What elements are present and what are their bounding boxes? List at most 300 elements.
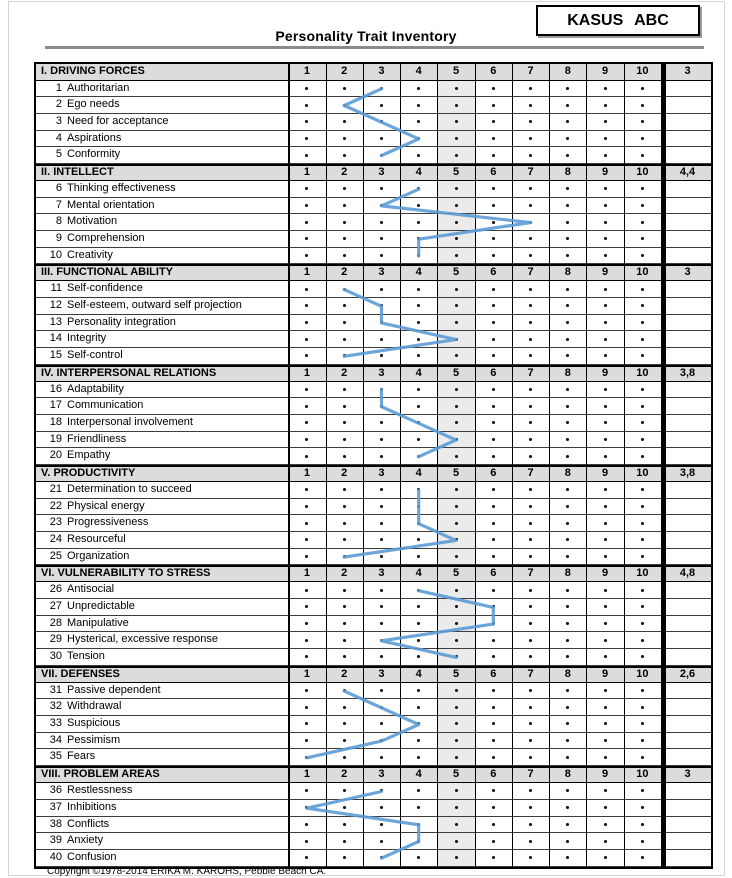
scale-dot [380,505,383,508]
trait-label: Thinking effectiveness [67,181,176,194]
scale-dot [529,856,532,859]
scale-dot [604,639,607,642]
scale-dot [529,288,532,291]
scale-dot [641,756,644,759]
scale-dot [343,488,346,491]
trait-label: Inhibitions [67,800,117,813]
scale-dot [529,87,532,90]
scale-dot [604,120,607,123]
scale-dot [455,120,458,123]
trait-label: Manipulative [67,616,129,629]
trait-row [36,499,711,516]
trait-row [36,198,711,215]
column-number: 4 [415,165,422,178]
column-number: 2 [341,467,348,480]
scale-dot [305,354,308,357]
scale-dot [417,605,420,608]
column-number: 9 [602,64,609,77]
scale-dot [641,321,644,324]
scale-dot [566,823,569,826]
trait-label: Progressiveness [67,516,149,529]
scale-dot [417,438,420,441]
scale-dot [529,840,532,843]
scale-dot [492,655,495,658]
scale-dot [492,254,495,257]
scale-dot [455,856,458,859]
scale-dot [529,589,532,592]
section-header-row [36,64,711,81]
scale-dot [529,522,532,525]
scale-dot [492,522,495,525]
scale-dot [566,522,569,525]
scale-dot [305,739,308,742]
scale-dot [492,204,495,207]
scale-dot [305,806,308,809]
scale-dot [380,639,383,642]
scale-dot [380,488,383,491]
scale-dot [492,237,495,240]
column-divider [624,64,625,867]
trait-number: 33 [49,717,62,730]
column-number: 8 [564,768,571,781]
trait-number: 3 [55,114,62,127]
section-score: 3 [684,768,691,781]
scale-dot [566,304,569,307]
column-number: 1 [303,768,310,781]
scale-dot [604,204,607,207]
scale-dot [604,538,607,541]
scale-dot [641,739,644,742]
trait-label: Creativity [67,248,113,261]
scale-dot [380,655,383,658]
scale-dot [380,354,383,357]
scale-dot [417,555,420,558]
scale-dot [604,438,607,441]
scale-dot [604,522,607,525]
scale-dot [305,304,308,307]
scale-dot [566,789,569,792]
scale-dot [455,321,458,324]
column-number: 9 [602,266,609,279]
scale-dot [641,187,644,190]
scale-dot [604,338,607,341]
trait-number: 26 [49,583,62,596]
scale-dot [305,605,308,608]
scale-dot [343,338,346,341]
scale-dot [305,555,308,558]
scale-dot [641,104,644,107]
scale-dot [492,338,495,341]
scale-dot [641,622,644,625]
scale-dot [380,856,383,859]
column-divider [512,64,513,867]
column-number: 7 [527,567,534,580]
scale-dot [492,605,495,608]
section-score: 4,4 [679,165,696,178]
scale-dot [305,505,308,508]
trait-number: 18 [49,415,62,428]
scale-dot [343,321,346,324]
section-score: 3,8 [679,467,696,480]
column-number: 6 [490,467,497,480]
scale-dot [455,840,458,843]
scale-dot [417,354,420,357]
section-score: 3,8 [679,366,696,379]
trait-number: 39 [49,834,62,847]
label-column-divider [288,64,290,867]
trait-number: 16 [49,382,62,395]
scale-dot [417,321,420,324]
scale-dot [529,405,532,408]
scale-dot [529,304,532,307]
column-number: 4 [415,567,422,580]
scale-dot [604,739,607,742]
scale-dot [492,555,495,558]
scale-dot [343,204,346,207]
scale-dot [641,204,644,207]
client-name-box: KASUS ABC [536,5,700,36]
column-number: 7 [527,266,534,279]
trait-label: Confusion [67,850,117,863]
column-number: 10 [636,467,649,480]
scale-dot [417,538,420,541]
scale-dot [566,237,569,240]
trait-label: Organization [67,549,130,562]
scale-dot [529,388,532,391]
scale-dot [604,221,607,224]
scale-dot [455,622,458,625]
section-score: 2,6 [679,667,696,680]
scale-dot [641,706,644,709]
section-header-row [36,365,711,382]
scale-dot [529,137,532,140]
scale-dot [343,405,346,408]
scale-dot [305,589,308,592]
scale-dot [380,120,383,123]
scale-dot [492,388,495,391]
trait-number: 19 [49,432,62,445]
scale-dot [604,421,607,424]
scale-dot [604,505,607,508]
scale-dot [455,488,458,491]
scale-dot [343,237,346,240]
scale-dot [343,187,346,190]
trait-label: Determination to succeed [67,483,192,496]
scale-dot [492,823,495,826]
scale-dot [343,104,346,107]
title-underline [45,46,704,49]
scale-dot [417,254,420,257]
scale-dot [492,639,495,642]
scale-dot [305,137,308,140]
column-number: 7 [527,366,534,379]
trait-row [36,147,711,164]
trait-row [36,800,711,817]
scale-dot [492,689,495,692]
scale-dot [641,388,644,391]
trait-label: Conflicts [67,817,110,830]
trait-row [36,315,711,332]
scale-dot [604,354,607,357]
scale-dot [641,421,644,424]
scale-dot [380,388,383,391]
trait-label: Aspirations [67,131,122,144]
scale-dot [492,505,495,508]
scale-dot [343,288,346,291]
scale-dot [417,823,420,826]
column-number: 7 [527,467,534,480]
scale-dot [529,655,532,658]
scale-dot [343,388,346,391]
column-number: 3 [378,768,385,781]
scale-dot [417,488,420,491]
scale-dot [604,823,607,826]
trait-label: Authoritarian [67,81,130,94]
scale-dot [305,639,308,642]
scale-dot [566,120,569,123]
scale-dot [641,254,644,257]
scale-dot [380,87,383,90]
scale-dot [641,856,644,859]
trait-row [36,817,711,834]
scale-dot [604,655,607,658]
column-number: 4 [415,366,422,379]
scale-dot [492,154,495,157]
scale-dot [529,789,532,792]
scale-dot [566,739,569,742]
scale-dot [417,120,420,123]
scale-dot [529,505,532,508]
column-number: 10 [636,567,649,580]
trait-number: 12 [49,298,62,311]
trait-label: Adaptability [67,382,124,395]
column-number: 2 [341,266,348,279]
scale-dot [380,522,383,525]
scale-dot [604,137,607,140]
scale-dot [566,706,569,709]
scale-dot [343,655,346,658]
scale-dot [604,154,607,157]
scale-dot [380,237,383,240]
scale-dot [492,739,495,742]
trait-number: 25 [49,549,62,562]
column-divider [586,64,587,867]
scale-dot [305,237,308,240]
scale-dot [492,806,495,809]
scale-dot [417,237,420,240]
scale-dot [604,488,607,491]
scale-dot [641,221,644,224]
scale-dot [455,605,458,608]
section-header-row [36,164,711,181]
scale-dot [343,689,346,692]
trait-label: Self-control [67,348,123,361]
scale-dot [455,237,458,240]
scale-dot [305,204,308,207]
scale-dot [529,154,532,157]
trait-label: Antisocial [67,583,115,596]
scale-dot [343,789,346,792]
scale-dot [641,522,644,525]
trait-row [36,683,711,700]
scale-dot [492,438,495,441]
trait-number: 7 [55,198,62,211]
scale-dot [529,538,532,541]
column-number: 3 [378,64,385,77]
column-number: 3 [378,667,385,680]
scale-dot [343,823,346,826]
scale-dot [380,823,383,826]
copyright-text: Copyright ©1978-2014 ERIKA M. KAROHS, Pebble Beach CA. [47,866,327,877]
scale-dot [343,739,346,742]
scale-dot [604,806,607,809]
scale-dot [529,338,532,341]
scale-dot [604,237,607,240]
trait-row [36,214,711,231]
scale-dot [641,789,644,792]
scale-dot [417,137,420,140]
scale-dot [380,589,383,592]
column-number: 6 [490,165,497,178]
column-number: 1 [303,165,310,178]
scale-dot [566,204,569,207]
trait-row [36,432,711,449]
scale-dot [529,639,532,642]
scale-dot [604,756,607,759]
trait-row [36,398,711,415]
scale-dot [529,354,532,357]
scale-dot [305,522,308,525]
scale-dot [455,655,458,658]
trait-label: Passive dependent [67,683,161,696]
scale-dot [455,789,458,792]
scale-dot [305,622,308,625]
trait-row [36,131,711,148]
scale-dot [492,421,495,424]
scale-dot [604,388,607,391]
section-name: V. PRODUCTIVITY [41,467,136,480]
scale-dot [343,221,346,224]
scale-dot [566,421,569,424]
scale-dot [529,120,532,123]
scale-dot [529,739,532,742]
trait-number: 9 [55,231,62,244]
scale-dot [641,438,644,441]
scale-dot [529,605,532,608]
column-number: 8 [564,64,571,77]
scale-dot [604,455,607,458]
scale-dot [641,655,644,658]
scale-dot [455,455,458,458]
trait-label: Integrity [67,332,107,345]
scale-dot [455,204,458,207]
scale-dot [343,304,346,307]
scale-dot [455,639,458,642]
scale-dot [566,806,569,809]
scale-dot [380,304,383,307]
section-header-row [36,565,711,582]
scale-dot [492,756,495,759]
scale-dot [417,104,420,107]
scale-dot [380,789,383,792]
trait-row [36,733,711,750]
scale-dot [343,538,346,541]
scale-dot [305,756,308,759]
scale-dot [566,505,569,508]
trait-number: 2 [55,98,62,111]
scale-dot [343,354,346,357]
scale-dot [305,221,308,224]
scale-dot [604,304,607,307]
scale-dot [417,655,420,658]
scale-dot [455,304,458,307]
column-number: 1 [303,64,310,77]
trait-label: Comprehension [67,231,145,244]
trait-label: Personality integration [67,315,176,328]
column-number: 7 [527,165,534,178]
scale-dot [417,639,420,642]
column-number: 10 [636,64,649,77]
section-header-row [36,766,711,783]
scale-dot [492,288,495,291]
trait-number: 1 [55,81,62,94]
trait-row [36,298,711,315]
trait-number: 5 [55,148,62,161]
scale-dot [492,789,495,792]
scale-dot [604,789,607,792]
scale-dot [380,137,383,140]
trait-number: 40 [49,850,62,863]
column-number: 8 [564,667,571,680]
trait-label: Communication [67,399,144,412]
scale-dot [566,87,569,90]
scale-dot [492,120,495,123]
scale-dot [604,605,607,608]
scale-dot [604,87,607,90]
scale-dot [641,823,644,826]
column-number: 3 [378,467,385,480]
scale-dot [641,689,644,692]
scale-dot [305,538,308,541]
scale-dot [417,455,420,458]
scale-dot [492,706,495,709]
column-number: 7 [527,64,534,77]
scale-dot [455,254,458,257]
scale-dot [641,806,644,809]
scale-dot [380,221,383,224]
column-number: 2 [341,768,348,781]
scale-dot [455,137,458,140]
scale-dot [566,288,569,291]
scale-dot [455,354,458,357]
scale-dot [417,87,420,90]
column-number: 10 [636,266,649,279]
column-number: 7 [527,768,534,781]
scale-dot [455,722,458,725]
scale-dot [343,120,346,123]
trait-label: Restlessness [67,784,133,797]
trait-row [36,582,711,599]
section-name: VIII. PROBLEM AREAS [41,768,160,781]
scale-dot [305,405,308,408]
trait-row [36,716,711,733]
scale-dot [455,689,458,692]
scale-dot [417,689,420,692]
scale-dot [305,823,308,826]
scale-dot [641,455,644,458]
scale-dot [455,338,458,341]
trait-label: Need for acceptance [67,114,169,127]
